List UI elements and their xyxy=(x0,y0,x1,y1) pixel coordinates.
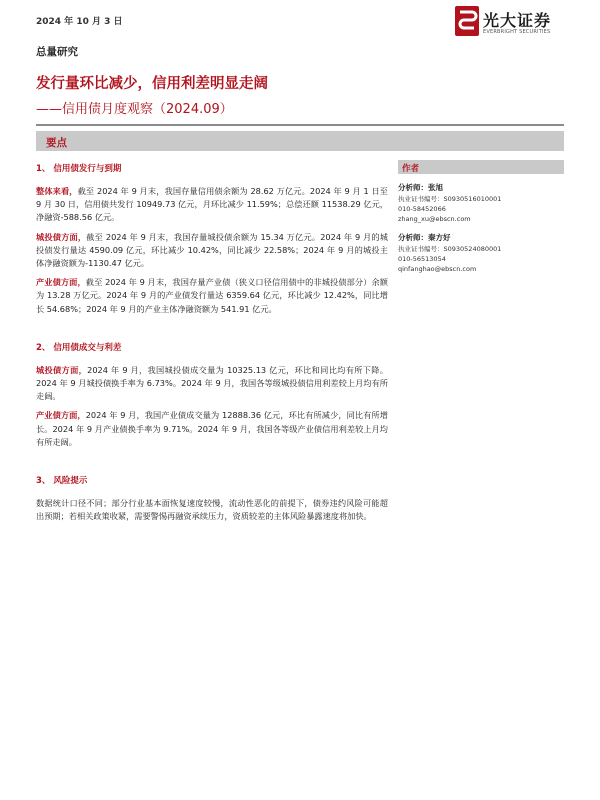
section-trading xyxy=(36,341,388,449)
paragraph-text: 2024 年 9 月，我国产业债成交量为 12888.36 亿元，环比有所减少，同比有所增长。2024 年 9 月产业债换手率为 9.71%。2024 年 9 月，我国各等级产业债信用利差较上月均有所走阔。 xyxy=(36,410,388,447)
paragraph-text: 截至 2024 年 9 月末，我国存量城投债余额为 15.34 万亿元。2024 年 9 月的城投债发行量达 4590.09 亿元，环比减少 10.42%，同比减少 22.58%；2024 年 9 月的城投主体净融资额为-1130.47 亿元。 xyxy=(36,231,388,269)
paragraph-chengtou xyxy=(36,231,388,271)
analyst-license: 执业证书编号：S0930524080001 xyxy=(398,245,502,253)
paragraph-key: 城投债方面， xyxy=(36,364,88,375)
author-header-label: 作者 xyxy=(402,164,420,174)
analyst-license: 执业证书编号：S0930516010001 xyxy=(398,195,502,203)
paragraph-key: 产业债方面， xyxy=(36,277,86,288)
paragraph-text: 2024 年 9 月，我国城投债成交量为 10325.13 亿元，环比和同比均有所下降。2024 年 9 月城投债换手率为 6.73%。2024 年 9 月，我国各等级城投债信用利差较上月均有所走阔。 xyxy=(36,364,388,402)
paragraph-text: 数据统计口径不同；部分行业基本面恢复速度较慢，流动性恶化的前提下，债券违约风险可能超出预期；若相关政策收紧，需要警惕再融资承续压力，资质较差的主体风险暴露速度将加快。 xyxy=(36,498,388,522)
analyst-phone: 010-58452066 xyxy=(398,205,446,213)
analyst-email[interactable]: zhang_xu@ebscn.com xyxy=(398,215,471,223)
section-heading: 1、 信用债发行与到期 xyxy=(36,164,122,174)
section-issuance xyxy=(36,162,388,316)
paragraph-key: 产业债方面， xyxy=(36,410,86,421)
analyst-card xyxy=(398,232,564,274)
main-content xyxy=(36,162,388,529)
report-category: 总量研究 xyxy=(36,46,78,58)
paragraph-text: 截至 2024 年 9 月末，我国存量信用债余额为 28.62 万亿元。2024 年 9 月 1 日至 9 月 30 日，信用债共发行 10949.73 亿元，月环比减少 11.59%；总偿还额 11538.29 亿元，净融资-588.56 亿元。 xyxy=(36,186,388,223)
report-date: 2024 年 10 月 3 日 xyxy=(36,17,123,27)
analyst-card xyxy=(398,182,564,224)
analyst-phone: 010-56513054 xyxy=(398,255,446,263)
key-points-bar xyxy=(36,131,564,151)
paragraph-risk xyxy=(36,497,388,523)
analyst-name: 分析师：张旭 xyxy=(398,183,443,192)
header-divider xyxy=(36,124,564,126)
paragraph-key: 整体来看， xyxy=(36,186,78,196)
analyst-email[interactable]: qinfanghao@ebscn.com xyxy=(398,265,477,273)
paragraph-text: 截至 2024 年 9 月末，我国存量产业债（狭义口径信用债中的非城投债部分）余额为 13.28 万亿元。2024 年 9 月的产业债发行量达 6359.64 亿元，环比减少 12.42%，同比增长 54.68%；2024 年 9 月的产业主体净融资额为 541.91 亿元。 xyxy=(36,277,388,314)
paragraph-key: 城投债方面， xyxy=(36,231,87,242)
paragraph-industry-trading xyxy=(36,409,388,449)
section-heading: 2、 信用债成交与利差 xyxy=(36,342,122,353)
everbright-logo xyxy=(455,6,570,40)
paragraph-overall xyxy=(36,185,388,225)
logo-cn-text: 光大证券 xyxy=(483,11,552,30)
report-subtitle: ——信用债月度观察（2024.09） xyxy=(36,102,233,117)
paragraph-chengtou-trading xyxy=(36,364,388,404)
author-header xyxy=(398,160,564,174)
analyst-name: 分析师：秦方好 xyxy=(398,233,451,242)
section-risk xyxy=(36,474,388,523)
section-heading: 3、 风险提示 xyxy=(36,476,88,487)
key-points-label: 要点 xyxy=(46,137,67,149)
paragraph-industry xyxy=(36,276,388,316)
logo-en-text: EVERBRIGHT SECURITIES xyxy=(483,29,551,35)
everbright-logo-icon xyxy=(455,6,479,36)
report-title: 发行量环比减少，信用利差明显走阔 xyxy=(36,76,268,92)
author-sidebar xyxy=(398,160,564,274)
